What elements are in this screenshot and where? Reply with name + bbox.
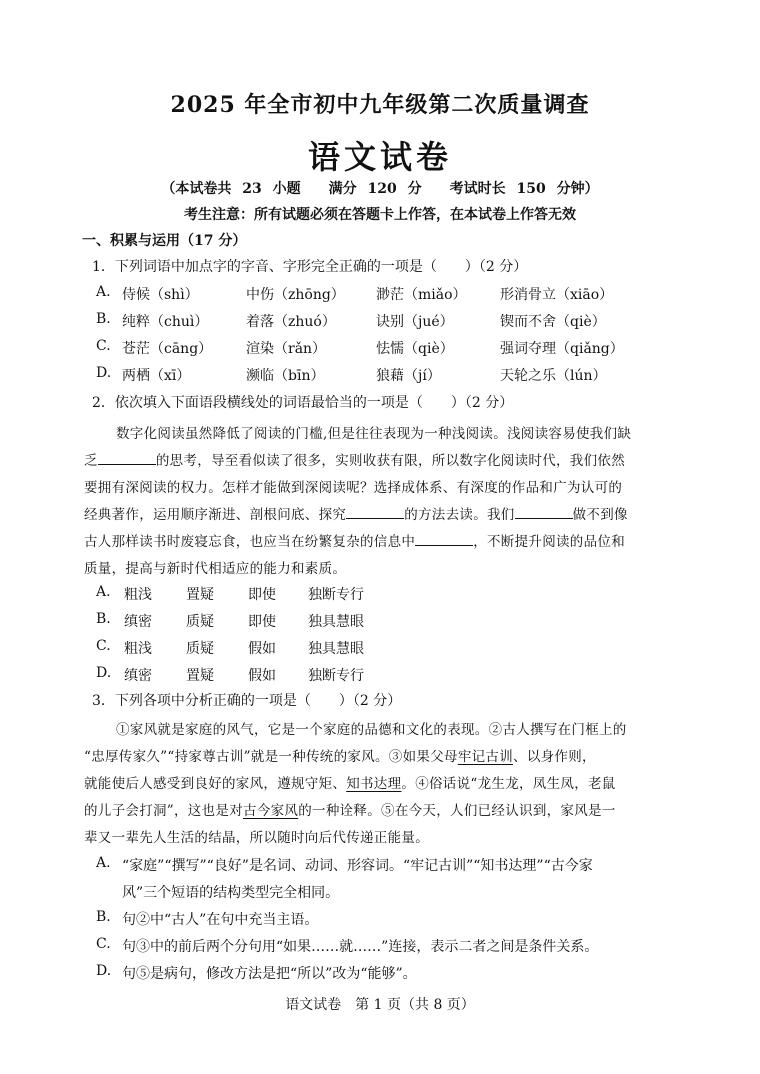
option-letter: B. xyxy=(96,611,111,627)
fill-blank xyxy=(98,452,156,465)
option-item: 缜密 xyxy=(124,668,152,684)
fill-blank xyxy=(415,533,473,546)
option-item: 独具慧眼 xyxy=(308,614,364,630)
passage-text: 做不到像 xyxy=(572,507,628,523)
passage-line: ①家风就是家庭的风气，它是一个家庭的品德和文化的表现。②古人撰写在门框上的 xyxy=(116,722,627,738)
passage-line xyxy=(84,799,616,819)
option-letter: A. xyxy=(96,284,111,300)
underlined-phrase: 牢记古训 xyxy=(457,749,514,765)
option-text: “家庭”“撰写”“良好”是名词、动词、形容词。“牢记古训”“知书达理”“古今家 xyxy=(122,858,593,874)
exam-title: 2025 年全市初中九年级第二次质量调查 xyxy=(170,92,590,118)
passage-line xyxy=(84,503,628,523)
option-item: 锲而不舍（qiè） xyxy=(500,314,606,330)
option-text: 句⑤是病句，修改方法是把“所以”改为“能够”。 xyxy=(122,966,417,982)
passage-line xyxy=(84,449,625,469)
page-footer: 语文试卷 第 1 页（共 8 页） xyxy=(285,997,475,1013)
option-item: 狼藉（jí） xyxy=(376,368,441,384)
passage-text: 古人那样读书时废寝忘食，也应当在纷繁复杂的信息中 xyxy=(84,534,416,550)
option-item: 濒临（bīn） xyxy=(246,368,325,384)
passage-text: 的思考，导至看似读了很多，实则收获有限，所以数字化阅读时代，我们依然 xyxy=(155,453,626,469)
option-letter: D. xyxy=(96,963,112,979)
passage-line: 质量，提高与新时代相适应的能力和素质。 xyxy=(84,561,347,577)
option-item: 两栖（xī） xyxy=(122,368,191,384)
option-item: 着落（zhuó） xyxy=(246,314,336,330)
option-item: 粗浅 xyxy=(124,641,152,657)
option-item: 即使 xyxy=(248,614,276,630)
passage-text: “忠厚传家久”“持家尊古训”就是一种传统的家风。③如果父母 xyxy=(84,749,458,765)
option-item: 缜密 xyxy=(124,614,152,630)
passage-line: 辈又一辈先人生活的结晶，所以随时向后代传递正能量。 xyxy=(84,830,429,846)
exam-notice: 考生注意：所有试题必须在答题卡上作答，在本试卷上作答无效 xyxy=(184,207,576,223)
option-item: 独具慧眼 xyxy=(308,641,364,657)
passage-line: 数字化阅读虽然降低了阅读的门槛,但是往往表现为一种浅阅读。浅阅读容易使我们缺 xyxy=(116,426,632,442)
option-letter: D. xyxy=(96,365,112,381)
underlined-phrase: 古今家风 xyxy=(243,803,299,819)
underlined-phrase: 知书达理 xyxy=(346,776,402,792)
option-item: 形消骨立（xiāo） xyxy=(500,287,614,303)
option-letter: B. xyxy=(96,909,111,925)
option-item: 置疑 xyxy=(186,668,214,684)
option-item: 侍候（shì） xyxy=(122,287,199,303)
option-text: 风”三个短语的结构类型完全相同。 xyxy=(122,885,340,901)
option-item: 诀别（jué） xyxy=(376,314,454,330)
option-letter: C. xyxy=(96,638,111,654)
exam-info: （本试卷共 23 小题 满分 120 分 考试时长 150 分钟） xyxy=(161,181,599,197)
option-item: 怯懦（qiè） xyxy=(376,341,454,357)
question-2-stem: 2．依次填入下面语段横线处的词语最恰当的一项是（ ）（2 分） xyxy=(92,395,514,411)
option-item: 独断专行 xyxy=(308,587,364,603)
passage-line: 要拥有深阅读的权力。怎样才能做到深阅读呢？选择成体系、有深度的作品和广为认可的 xyxy=(84,480,623,496)
option-letter: D. xyxy=(96,665,112,681)
fill-blank xyxy=(346,506,404,519)
option-item: 质疑 xyxy=(186,641,214,657)
option-letter: B. xyxy=(96,311,111,327)
option-item: 假如 xyxy=(248,641,276,657)
option-text: 句②中“古人”在句中充当主语。 xyxy=(122,912,319,928)
passage-text: 的方法去读。我们 xyxy=(404,507,515,523)
fill-blank xyxy=(515,506,573,519)
passage-text: 。④俗话说“龙生龙，凤生凤，老鼠 xyxy=(401,776,616,792)
passage-text: 、以身作则， xyxy=(513,749,596,765)
option-item: 中伤（zhōng） xyxy=(246,287,345,303)
option-item: 独断专行 xyxy=(308,668,364,684)
passage-text: 的一种诠释。⑤在今天，人们已经认识到，家风是一 xyxy=(298,803,616,819)
option-item: 质疑 xyxy=(186,614,214,630)
option-item: 粗浅 xyxy=(124,587,152,603)
passage-line xyxy=(84,772,616,792)
paper-title: 语文试卷 xyxy=(307,138,452,176)
option-text: 句③中的前后两个分句用“如果……就……”连接，表示二者之间是条件关系。 xyxy=(122,939,599,955)
option-item: 假如 xyxy=(248,668,276,684)
option-item: 苍茫（cāng） xyxy=(122,341,213,357)
passage-text: 乏 xyxy=(84,453,98,469)
option-letter: C. xyxy=(96,936,111,952)
option-item: 置疑 xyxy=(186,587,214,603)
option-letter: C. xyxy=(96,338,111,354)
option-item: 天轮之乐（lún） xyxy=(500,368,607,384)
passage-line xyxy=(84,745,596,765)
passage-text: 经典著作，运用顺序渐进、剖根问底、探究 xyxy=(84,507,347,523)
option-item: 渺茫（miǎo） xyxy=(376,287,467,303)
option-item: 强词夺理（qiǎng） xyxy=(500,341,624,357)
question-3-stem: 3．下列各项中分析正确的一项是（ ）（2 分） xyxy=(92,693,402,709)
passage-text: ，不断提升阅读的品位和 xyxy=(473,534,626,550)
question-1-stem: 1．下列词语中加点字的字音、字形完全正确的一项是（ ）（2 分） xyxy=(92,259,528,275)
option-item: 即使 xyxy=(248,587,276,603)
option-letter: A. xyxy=(96,584,111,600)
option-item: 渲染（rǎn） xyxy=(246,341,327,357)
option-letter: A. xyxy=(96,855,111,871)
section-title: 一、积累与运用（17 分） xyxy=(82,233,247,249)
passage-text: 的儿子会打洞”，这也是对 xyxy=(84,803,244,819)
option-item: 纯粹（chuì） xyxy=(122,314,209,330)
passage-line xyxy=(84,530,625,550)
passage-text: 就能使后人感受到良好的家风，遵规守矩、 xyxy=(84,776,347,792)
